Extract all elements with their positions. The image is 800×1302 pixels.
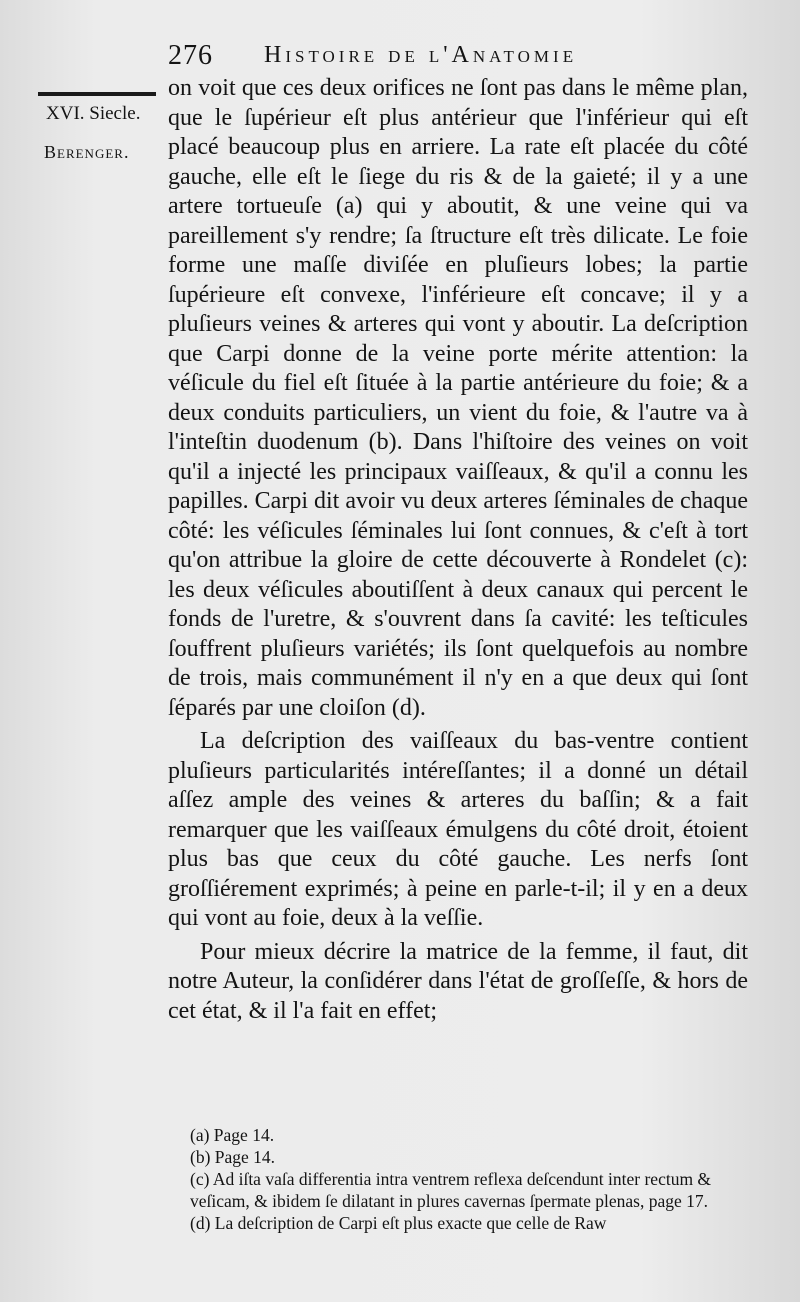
running-title: Histoire de l'Anatomie [264, 42, 578, 68]
margin-note-century: XVI. Siecle. [46, 103, 141, 124]
margin-rule [38, 92, 156, 96]
paragraph: Pour mieux décrire la matrice de la femme, il faut, dit notre Auteur, la conſidérer dans l'état de groſſeſſe, & hors de cet état, & il l'a fait en effet; [168, 938, 748, 1024]
footnote: (c) Ad iſta vaſa differentia intra ventrem reflexa deſcendunt inter rectum & veſicam, & ibidem ſe dilatant in plures cavernas ſpermate plenas, page 17. [190, 1169, 712, 1211]
footnote: (b) Page 14. [190, 1147, 276, 1167]
page-number: 276 [168, 40, 213, 71]
footnote: (a) Page 14. [190, 1125, 275, 1145]
paragraph: La deſcription des vaiſſeaux du bas-ventre contient pluſieurs particularités intéreſſantes; il a donné un détail aſſez ample des veines & arteres du baſſin; & a fait remarquer que les vaiſſeaux émulgens du côté droit, étoient plus bas que ceux du côté gauche. Les nerfs ſont groſſiérement exprimés; à peine en parle-t-il; il y en a deux qui vont au foie, deux à la veſſie. [168, 728, 748, 931]
footnotes [190, 1124, 750, 1234]
paragraph: on voit que ces deux orifices ne ſont pas dans le même plan, que le ſupérieur eſt plus antérieur que l'inférieur qui eſt placé beaucoup plus en arriere. La rate eſt placée du côté gauche, elle eſt le ſiege du ris & de la gaieté; il y a une artere tortueuſe (a) qui y aboutit, & une veine qui va pareillement s'y rendre; ſa ſtructure eſt très dilicate. Le foie forme une maſſe diviſée en pluſieurs lobes; la partie ſupérieure eſt convexe, l'inférieure eſt concave; il y a pluſieurs veines & arteres qui vont y aboutir. La deſcription que Carpi donne de la veine porte mérite attention: la véſicule du fiel eſt ſituée à la partie antérieure du foie; & a deux conduits particuliers, un vient du foie, & l'autre va à l'inteſtin duodenum (b). Dans l'hiſtoire des veines on voit qu'il a injecté les principaux vaiſſeaux, & qu'il a connu les papilles. Carpi dit avoir vu deux arteres ſéminales de chaque côté: les véſicules ſéminales lui ſont connues, & c'eſt à tort qu'on attribue la gloire de cette découverte à Rondelet (c): les deux véſicules aboutiſſent à deux canaux qui percent le fonds de l'uretre, & s'ouvrent dans ſa cavité: les teſticules ſouffrent pluſieurs variétés; ils ſont quelquefois au nombre de trois, mais communément il n'y en a que deux qui ſont ſéparés par une cloiſon (d). [168, 75, 748, 721]
page-header [168, 36, 768, 76]
footnote: (d) La deſcription de Carpi eſt plus exacte que celle de Raw [190, 1213, 607, 1233]
margin-note-author: Berenger. [44, 142, 130, 162]
body-text [168, 74, 748, 1026]
